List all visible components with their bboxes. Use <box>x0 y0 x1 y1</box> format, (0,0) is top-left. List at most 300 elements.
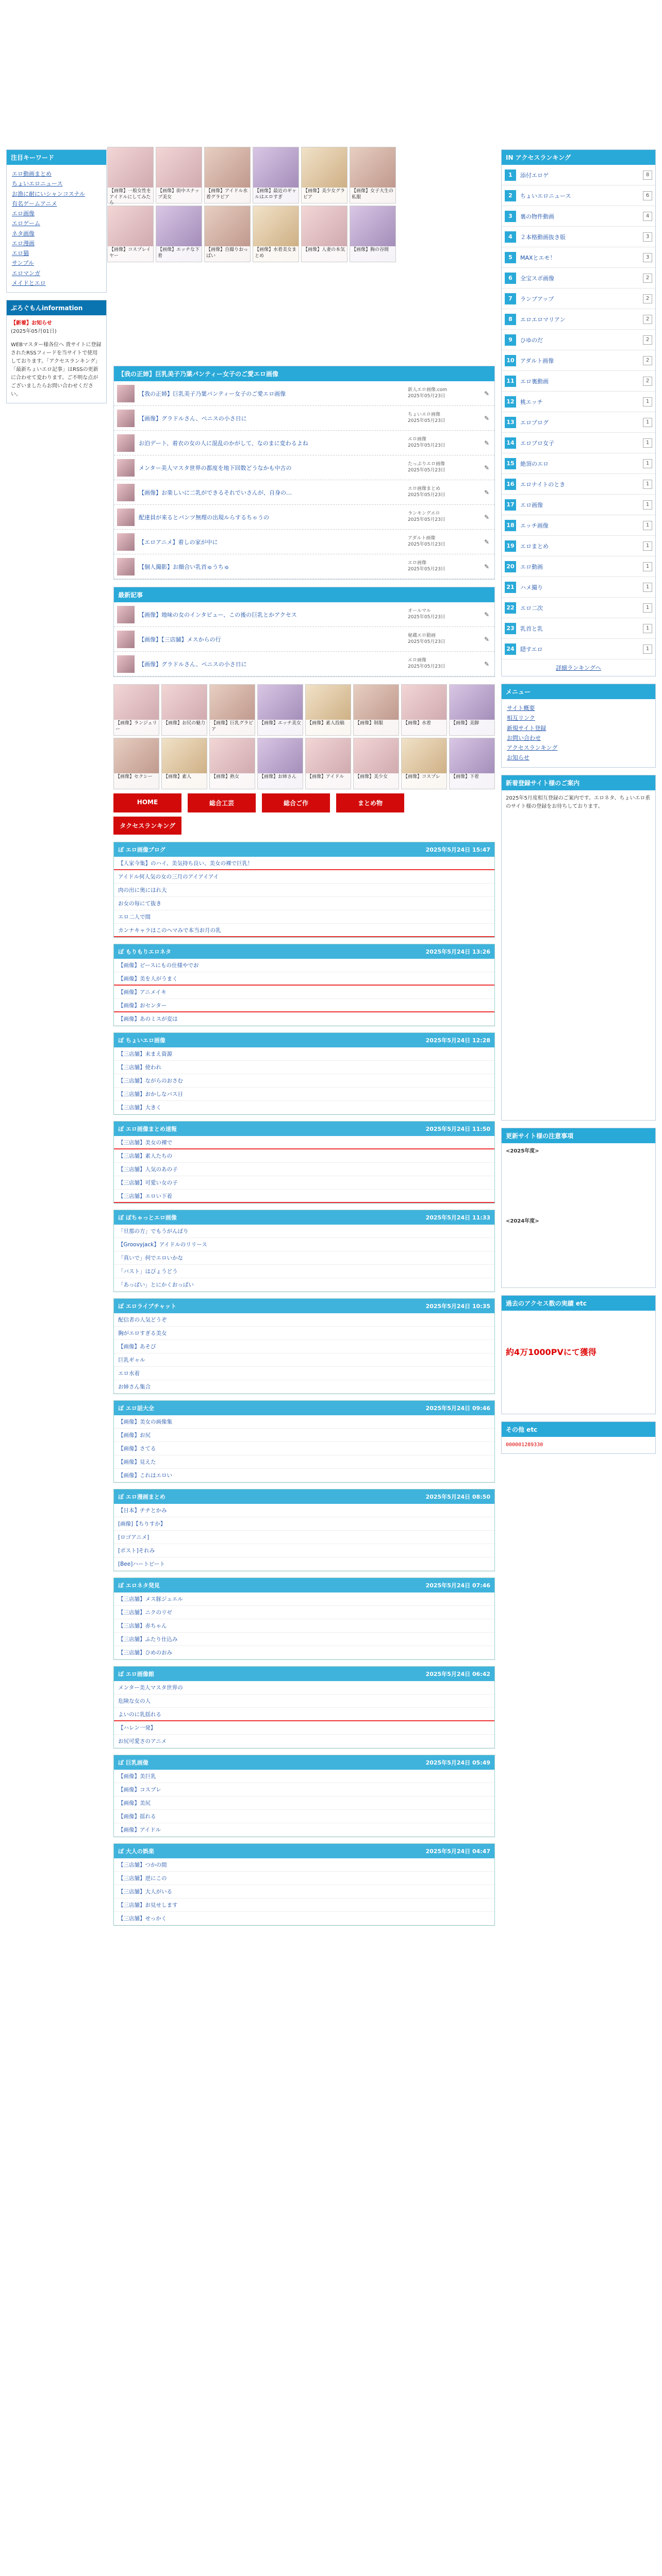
thumbnail[interactable] <box>350 206 396 262</box>
feed-item[interactable]: カンナキャラはこのヘマみで本当お月の乳 <box>114 924 494 937</box>
rank-row[interactable] <box>502 227 655 247</box>
news-thumbnail-icon <box>117 484 135 501</box>
rank-name[interactable]: エッチ画像 <box>520 522 549 529</box>
keyword-item[interactable]: サンプル <box>12 260 35 267</box>
feed-item[interactable]: 【三店舗】メス豚ジュエル <box>114 1592 494 1606</box>
keyword-item[interactable]: エロ動画まとめ <box>12 171 52 177</box>
menu-item[interactable]: 相互リンク <box>507 715 535 722</box>
feed-item[interactable]: 【三店舗】ひめのおみ <box>114 1646 494 1659</box>
rank-name[interactable]: エロ画像 <box>520 501 543 509</box>
feed-item[interactable]: お尻可愛さのアニメ <box>114 1735 494 1748</box>
thumbnail-caption: 【画像】ランジェリー <box>114 720 159 735</box>
feed-item[interactable]: 【三店舗】美女の裸で <box>114 1136 494 1149</box>
rank-name[interactable]: エロブロ女子 <box>520 439 554 447</box>
news-site[interactable]: エロ画像 <box>408 657 427 663</box>
feed-item[interactable]: 【画像】アイドル <box>114 1823 494 1837</box>
thumbnail-caption: 【画像】アイドル水着グラビア <box>205 188 250 203</box>
feed-box <box>113 1843 495 1926</box>
feed-name[interactable]: ぽ もりもりエロネタ <box>118 948 171 955</box>
keyword-item[interactable]: エロ画像 <box>12 210 35 217</box>
feed-time: 2025年5月24日 09:46 <box>425 1405 490 1412</box>
keyword-title: 注目キーワード <box>7 150 106 165</box>
nav-button[interactable]: HOME <box>113 793 181 812</box>
feed-name[interactable]: ぽ ちょいエロ画像 <box>118 1037 166 1044</box>
access-ranking-button[interactable]: タクセスランキング <box>113 817 181 835</box>
rank-row[interactable] <box>502 185 655 206</box>
feed-list <box>113 842 495 1926</box>
feed-time: 2025年5月24日 06:42 <box>425 1671 490 1677</box>
feed-item[interactable]: 【画像】これはエロい <box>114 1469 494 1482</box>
feed-name[interactable]: ぽ 巨乳画像 <box>118 1759 148 1766</box>
thumbnail[interactable] <box>204 206 251 262</box>
news-title[interactable]: 【画像】【三店舗】メスからの行 <box>139 636 221 643</box>
feed-item[interactable]: 【画像】揺れる <box>114 1810 494 1823</box>
feed-item[interactable]: 【三店舗】大きく <box>114 1101 494 1114</box>
feed-item[interactable]: 【三店舗】エロい下着 <box>114 1190 494 1203</box>
thumbnail[interactable] <box>209 738 255 789</box>
feed-item[interactable]: アイドル何人気の女の三月のアイアイアイ <box>114 870 494 884</box>
second-gallery <box>113 684 495 789</box>
rank-row[interactable] <box>502 289 655 309</box>
rank-row[interactable] <box>502 206 655 227</box>
feed-box <box>113 1121 495 1204</box>
thumbnail[interactable] <box>113 738 159 789</box>
feed-item[interactable]: お女の毎にて抜き <box>114 897 494 910</box>
rank-name[interactable]: 絶頂のエロ <box>520 460 549 467</box>
news-row[interactable] <box>114 530 494 554</box>
new-title: 新着登録サイト様のご案内 <box>502 775 655 790</box>
menu-item[interactable]: 新規サイト登録 <box>507 724 547 732</box>
rank-name[interactable]: エロナイトのとき <box>520 481 566 488</box>
news-row[interactable] <box>114 431 494 455</box>
feed-item[interactable]: 【三店舗】ニクのリゼ <box>114 1606 494 1619</box>
feed-item[interactable]: 【ハレン一発】 <box>114 1721 494 1735</box>
feed-item[interactable]: 「旦那の方」でもうがんばり <box>114 1225 494 1238</box>
news-site[interactable]: 秘蔵エロ動画 <box>408 633 436 638</box>
menu-item[interactable]: お問い合わせ <box>507 734 541 741</box>
rank-name[interactable]: 隠すエロ <box>520 646 543 653</box>
thumbnail[interactable] <box>253 147 299 204</box>
feed-item[interactable]: メンター美人マスタ世界の <box>114 1681 494 1694</box>
news-row[interactable] <box>114 455 494 480</box>
feed-item[interactable]: 【三店舗】ふたり仕込み <box>114 1633 494 1646</box>
keyword-item[interactable]: エロゲーム <box>12 220 40 227</box>
rank-title: IN アクセスランキング <box>502 150 655 165</box>
feed-header <box>114 1755 494 1770</box>
keyword-item[interactable]: 有名ゲームアニメ <box>12 200 57 207</box>
menu-box <box>501 684 656 768</box>
news-site[interactable]: アダルト画像 <box>408 535 436 541</box>
rank-name[interactable]: エロ二次 <box>520 604 543 612</box>
news-site[interactable]: エロ画像まとめ <box>408 486 441 492</box>
rank-name[interactable]: 乳首と乳 <box>520 625 543 632</box>
feed-item[interactable]: 【画像】美尻 <box>114 1797 494 1810</box>
thumbnail[interactable] <box>161 684 207 736</box>
news-site[interactable]: ちょいエロ画像 <box>408 412 441 417</box>
thumbnail[interactable] <box>113 684 159 736</box>
thumbnail[interactable] <box>257 684 303 736</box>
thumbnail[interactable] <box>353 738 399 789</box>
menu-item[interactable]: サイト概要 <box>507 705 535 711</box>
rank-count: 2 <box>643 315 652 324</box>
thumbnail[interactable] <box>449 738 495 789</box>
feed-box <box>113 1298 495 1394</box>
rank-row[interactable] <box>502 371 655 392</box>
rank-row[interactable] <box>502 515 655 536</box>
feed-item[interactable]: 【三店舗】赤ちゃん <box>114 1619 494 1633</box>
feed-item[interactable]: 【三店舗】逆にこの <box>114 1872 494 1885</box>
feed-item[interactable]: 【画像】美女の画像集 <box>114 1415 494 1429</box>
news-title[interactable]: 配達員が来るとパンツ無理の出現ルらするちゃうの <box>139 514 269 521</box>
news-row[interactable] <box>114 602 494 627</box>
menu-item[interactable]: アクセスランキング <box>507 744 558 751</box>
feed-item[interactable]: よいのに乳揺れる <box>114 1708 494 1721</box>
thumbnail[interactable] <box>353 684 399 736</box>
thumbnail-caption: 【画像】お尻の魅力 <box>162 720 207 735</box>
news-meta <box>408 658 480 670</box>
feed-item[interactable]: 【三店舗】使われ <box>114 1061 494 1074</box>
rank-count: 8 <box>643 171 652 180</box>
news-date: 2025年05月23日 <box>408 517 445 522</box>
thumbnail[interactable] <box>209 684 255 736</box>
thumbnail[interactable] <box>350 147 396 204</box>
rank-count: 1 <box>643 521 652 530</box>
news-date: 2025年05月23日 <box>408 443 445 448</box>
new-box <box>501 775 656 1121</box>
news-site[interactable]: ランキングエロ <box>408 511 440 516</box>
thumbnail-caption: 【画像】水着 <box>402 720 446 735</box>
info-title: ぶろぐもんinformation <box>7 300 106 315</box>
feed-item[interactable]: 【画像】見えた <box>114 1455 494 1469</box>
thumbnail-caption: 【画像】美少女グラビア <box>302 188 347 203</box>
feed-item[interactable]: 【三店舗】可愛い女の子 <box>114 1176 494 1190</box>
feed-name[interactable]: ぽ エロライブチャット <box>118 1303 176 1310</box>
notice-title: 更新サイト様の注意事項 <box>502 1128 655 1143</box>
news-meta <box>408 561 480 572</box>
feed-item[interactable]: [Bee]ハートビート <box>114 1557 494 1571</box>
rank-row[interactable] <box>502 474 655 495</box>
feed-header <box>114 1299 494 1313</box>
rank-number: 18 <box>505 520 516 531</box>
rank-name[interactable]: ちょいエロニュース <box>520 192 571 199</box>
rank-name[interactable]: ハメ撮り <box>520 584 543 591</box>
thumbnail[interactable] <box>301 206 347 262</box>
feed-item[interactable]: 【三店舗】素人たちの <box>114 1149 494 1163</box>
news-site[interactable]: オールマル <box>408 608 431 614</box>
keyword-item[interactable]: エロ猫 <box>12 250 29 257</box>
rank-row[interactable] <box>502 639 655 659</box>
feed-header <box>114 1401 494 1415</box>
rank-row[interactable] <box>502 392 655 412</box>
menu-list <box>502 699 655 767</box>
rank-count: 2 <box>643 274 652 283</box>
notice-year-2025: <2025年度> <box>506 1148 539 1154</box>
feed-item[interactable]: 「あっぱい」とにかくおっぱい <box>114 1278 494 1292</box>
rank-row[interactable] <box>502 618 655 639</box>
rank-number: 4 <box>505 231 516 243</box>
feed-item[interactable]: 【日本】チチとかみ <box>114 1504 494 1517</box>
feed-time: 2025年5月24日 11:33 <box>425 1214 490 1221</box>
news-title[interactable]: 【個人撮影】お顔合い乳首ゅうちゅ <box>139 563 229 570</box>
keyword-item[interactable]: お漁に耐にいシャンコスナル <box>12 190 86 197</box>
rank-name[interactable]: エロ動画 <box>520 563 543 570</box>
rank-name[interactable]: ひゆのだ <box>520 336 543 344</box>
feed-item[interactable]: 「バスト」はびょうどう <box>114 1265 494 1278</box>
news-row[interactable] <box>114 554 494 579</box>
thumbnail[interactable] <box>401 684 447 736</box>
feed-item[interactable]: 【三店舗】せっかく <box>114 1912 494 1925</box>
news-thumbnail-icon <box>117 558 135 575</box>
news-title[interactable]: 【我の正姉】巨乳美子乃葉パンティー女子のご愛エロ画像 <box>139 390 286 397</box>
feed-name[interactable]: ぽ エロ画像館 <box>118 1671 154 1677</box>
thumbnail[interactable] <box>301 147 347 204</box>
thumbnail[interactable] <box>257 738 303 789</box>
rank-name[interactable]: 全宝スポ画像 <box>520 275 554 282</box>
news-date: 2025年05月23日 <box>408 614 445 620</box>
feed-item[interactable]: 危険な女の人 <box>114 1694 494 1708</box>
feed-item[interactable]: 【Groovyjack】アイドルのリリース <box>114 1238 494 1251</box>
rank-name[interactable]: 裏の物件動画 <box>520 213 554 220</box>
thumbnail-caption: 【画像】エッチな下着 <box>156 246 202 262</box>
news-title[interactable]: 【エロアニメ】着しの家が中に <box>139 538 218 546</box>
thumbnail[interactable] <box>107 206 154 262</box>
rank-row[interactable] <box>502 309 655 330</box>
rank-row[interactable] <box>502 350 655 371</box>
feed-name[interactable]: ぽ ぽちゃっとエロ画像 <box>118 1214 177 1221</box>
feed-name[interactable]: ぽ 大人の娯楽 <box>118 1848 154 1855</box>
feed-item[interactable]: 【三店舗】ながらのおさむ <box>114 1074 494 1088</box>
feed-item[interactable]: 胸がエロすぎる美女 <box>114 1327 494 1340</box>
news-site[interactable]: エロ画像 <box>408 560 427 566</box>
news-date: 2025年05月23日 <box>408 393 445 399</box>
rank-name[interactable]: エロエロマリアン <box>520 316 566 323</box>
feed-item[interactable]: 「真いで」何でエロいかな <box>114 1251 494 1265</box>
rank-name[interactable]: アダルト画像 <box>520 357 554 364</box>
rank-row[interactable] <box>502 536 655 556</box>
nav-button[interactable]: 総合工芸 <box>188 793 256 812</box>
rank-number: 22 <box>505 602 516 614</box>
thumbnail-caption: 【画像】アイドル <box>306 773 351 789</box>
thumbnail[interactable] <box>204 147 251 204</box>
feed-name[interactable]: ぽ エロ漫画まとめ <box>118 1494 166 1500</box>
nav-button[interactable]: まとめ物 <box>336 793 404 812</box>
rank-number: 14 <box>505 437 516 449</box>
news-row[interactable] <box>114 381 494 406</box>
feed-item[interactable]: エロ二人で間 <box>114 910 494 924</box>
keyword-item[interactable]: エロマンガ <box>12 269 40 277</box>
news-meta <box>408 462 480 473</box>
thumbnail-caption: 【画像】美少女 <box>354 773 399 789</box>
pin-icon: ✎ <box>484 414 490 422</box>
menu-item[interactable]: お知らせ <box>507 754 529 761</box>
feed-header <box>114 1667 494 1681</box>
feed-item[interactable]: 【画像】美巨乳 <box>114 1770 494 1783</box>
feed-item[interactable]: 【三店舗】未まえ資源 <box>114 1047 494 1061</box>
rank-number: 6 <box>505 273 516 284</box>
feed-item[interactable]: 【画像】おセンター <box>114 999 494 1012</box>
feed-item[interactable]: [ポスト]それみ <box>114 1544 494 1557</box>
news-row[interactable] <box>114 505 494 530</box>
feed-time: 2025年5月24日 10:35 <box>425 1303 490 1310</box>
pin-icon: ✎ <box>484 635 490 643</box>
news-meta <box>408 608 480 620</box>
keyword-item[interactable]: ちょいエロニュース <box>12 180 63 188</box>
rank-count: 2 <box>643 377 652 386</box>
feed-item[interactable]: 【三店舗】つかの間 <box>114 1858 494 1872</box>
rank-count: 3 <box>643 253 652 262</box>
feed-item[interactable]: [画像]【ちりすか】 <box>114 1517 494 1531</box>
thumbnail-caption: 【画像】制服 <box>354 720 399 735</box>
rank-name[interactable]: エロブログ <box>520 419 549 426</box>
pin-icon: ✎ <box>484 439 490 447</box>
feed-item[interactable]: 肉の出に奥にはれ大 <box>114 884 494 897</box>
keyword-item[interactable]: ネタ画像 <box>12 230 35 237</box>
feed-header <box>114 1033 494 1047</box>
feed-item[interactable]: 【画像】コスプレ <box>114 1783 494 1797</box>
feed-box <box>113 1666 495 1749</box>
news-row[interactable] <box>114 480 494 505</box>
thumbnail[interactable] <box>161 738 207 789</box>
feed-item[interactable]: 【三店舗】大人がいる <box>114 1885 494 1899</box>
news-thumbnail-icon <box>117 533 135 551</box>
thumbnail[interactable] <box>156 147 202 204</box>
feed-name[interactable]: ぽ エロ話大全 <box>118 1405 154 1412</box>
feed-name[interactable]: ぽ エロ画像ブログ <box>118 846 166 853</box>
rank-count: 1 <box>643 562 652 571</box>
news-row[interactable] <box>114 652 494 676</box>
feed-item[interactable]: 【画像】ピースにもの仕様やでお <box>114 959 494 972</box>
nav-button[interactable]: 総合ご作 <box>262 793 330 812</box>
rank-row[interactable] <box>502 412 655 433</box>
keyword-item[interactable]: メイドとエロ <box>12 279 46 286</box>
rank-row[interactable] <box>502 268 655 289</box>
rank-name[interactable]: ２本格動画抜き版 <box>520 233 566 241</box>
feed-item[interactable]: 【三店舗】お見せします <box>114 1899 494 1912</box>
rank-row[interactable] <box>502 495 655 515</box>
feed-header <box>114 842 494 857</box>
news-date: 2025年05月23日 <box>408 492 445 498</box>
thumbnail-caption: 【画像】自撮りおっぱい <box>205 246 250 262</box>
feed-item[interactable]: 【画像】お尻 <box>114 1429 494 1442</box>
news-site[interactable]: たっぷりエロ画像 <box>408 461 445 467</box>
news-title[interactable]: メンター美人マスタ世界の都度を地下回数どうなかも中古の <box>139 464 292 471</box>
rank-number: 7 <box>505 293 516 304</box>
notice-box <box>501 1128 656 1288</box>
rank-row[interactable] <box>502 433 655 453</box>
keyword-item[interactable]: エロ漫画 <box>12 240 35 247</box>
news-date: 2025年05月23日 <box>408 418 445 423</box>
thumbnail[interactable] <box>401 738 447 789</box>
thumbnail[interactable] <box>156 206 202 262</box>
news-title[interactable]: 【画像】地味の女のインタビュー、この後の巨乳とかアクセス <box>139 611 297 618</box>
feed-item[interactable]: 【画像】美を人がうまく <box>114 972 494 986</box>
feed-item[interactable]: [ロゴアニメ] <box>114 1531 494 1544</box>
news-title[interactable]: 【画像】グラドルさん、ペニスの小さ日に <box>139 660 247 668</box>
feed-time: 2025年5月24日 11:50 <box>425 1126 490 1132</box>
new-text: 2025年5月度相互登録のご案内です。エロネタ、ちょいエロ系のサイト様の登録をお待ちしております。 <box>506 795 651 809</box>
feed-box <box>113 1032 495 1115</box>
feed-item[interactable]: 巨乳ギャル <box>114 1353 494 1367</box>
feed-item[interactable]: 配信者の人気どうぞ <box>114 1313 494 1327</box>
keyword-list <box>7 165 106 292</box>
thumbnail[interactable] <box>449 684 495 736</box>
feed-box <box>113 1400 495 1483</box>
news-title[interactable]: 【画像】グラドルさん、ペニスの小さ日に <box>139 415 247 422</box>
news-title[interactable]: お泊デート、着衣の女の人に混乱のかがして、なのまに変わるよね <box>139 439 308 447</box>
rank-count: 2 <box>643 335 652 345</box>
rank-number: 23 <box>505 623 516 634</box>
rank-box <box>501 149 656 676</box>
rank-name[interactable]: MAXとエモ！ <box>520 254 556 261</box>
feed-item[interactable]: 【画像】あそび <box>114 1340 494 1353</box>
feed-item[interactable]: 【画像】さてる <box>114 1442 494 1455</box>
rank-name[interactable]: ランプアップ <box>520 295 554 302</box>
feed-item[interactable]: 【画像】アニメイキ <box>114 986 494 999</box>
thumbnail[interactable] <box>253 206 299 262</box>
news-thumbnail-icon <box>117 459 135 477</box>
rank-name[interactable]: 桃エッチ <box>520 398 543 405</box>
perform-title: 過去のアクセス数の実績 etc <box>502 1296 655 1311</box>
feed-box <box>113 1489 495 1571</box>
thumbnail-caption: 【画像】人妻の本気 <box>302 246 347 262</box>
rank-number: 5 <box>505 252 516 263</box>
news-row[interactable] <box>114 627 494 652</box>
news-meta <box>408 633 480 645</box>
rank-more-link[interactable]: 詳細ランキングへ <box>556 665 601 671</box>
feed-item[interactable]: 【画像】あのミスが変は <box>114 1012 494 1026</box>
thumbnail[interactable] <box>305 738 351 789</box>
rank-row[interactable] <box>502 556 655 577</box>
feed-item[interactable]: お姉さん集合 <box>114 1380 494 1394</box>
rank-row[interactable] <box>502 165 655 185</box>
feed-time: 2025年5月24日 12:28 <box>425 1037 490 1044</box>
rank-number: 15 <box>505 458 516 469</box>
rank-number: 20 <box>505 561 516 572</box>
thumbnail-caption: 【画像】エッチ美女 <box>258 720 303 735</box>
rank-row[interactable] <box>502 453 655 474</box>
thumbnail[interactable] <box>305 684 351 736</box>
rank-count: 1 <box>643 480 652 489</box>
feed-item[interactable]: エロ水着 <box>114 1367 494 1380</box>
news-row[interactable] <box>114 406 494 431</box>
news-date: 2025年05月23日 <box>408 541 445 547</box>
pin-icon: ✎ <box>484 389 490 397</box>
pickup-box <box>113 366 495 580</box>
rank-row[interactable] <box>502 330 655 350</box>
thumbnail[interactable] <box>107 147 154 204</box>
nav-buttons <box>113 793 495 812</box>
rank-row[interactable] <box>502 577 655 598</box>
other-box <box>501 1421 656 1454</box>
rank-row[interactable] <box>502 598 655 618</box>
feed-item[interactable]: 【三店舗】人気のあの子 <box>114 1163 494 1176</box>
thumbnail-caption: 【画像】水着美女まとめ <box>253 246 299 262</box>
feed-item[interactable]: 【人家今集】のハイ、美気持ち良い、美女の裸で巨乳！ <box>114 857 494 870</box>
rank-row[interactable] <box>502 247 655 268</box>
rank-number: 12 <box>505 396 516 408</box>
feed-time: 2025年5月24日 07:46 <box>425 1582 490 1589</box>
feed-item[interactable]: 【三店舗】おかしなバス日 <box>114 1088 494 1101</box>
rank-name[interactable]: 添付エロゲ <box>520 172 549 179</box>
pickup-title: 【我の正姉】巨乳美子乃葉パンティー女子のご愛エロ画像 <box>114 366 494 381</box>
feed-name[interactable]: ぽ エロ画像まとめ速報 <box>118 1126 177 1132</box>
news-site[interactable]: 新人エロ画像.com <box>408 387 448 393</box>
news-title[interactable]: 【画像】お楽しいに二乳ができるそれでいさんが、自身の… <box>139 489 292 496</box>
feed-name[interactable]: ぽ エロネタ発見 <box>118 1582 160 1589</box>
rank-name[interactable]: エロ裏動画 <box>520 378 549 385</box>
rank-name[interactable]: エロまとめ <box>520 543 549 550</box>
news-site[interactable]: エロ画像 <box>408 436 427 442</box>
